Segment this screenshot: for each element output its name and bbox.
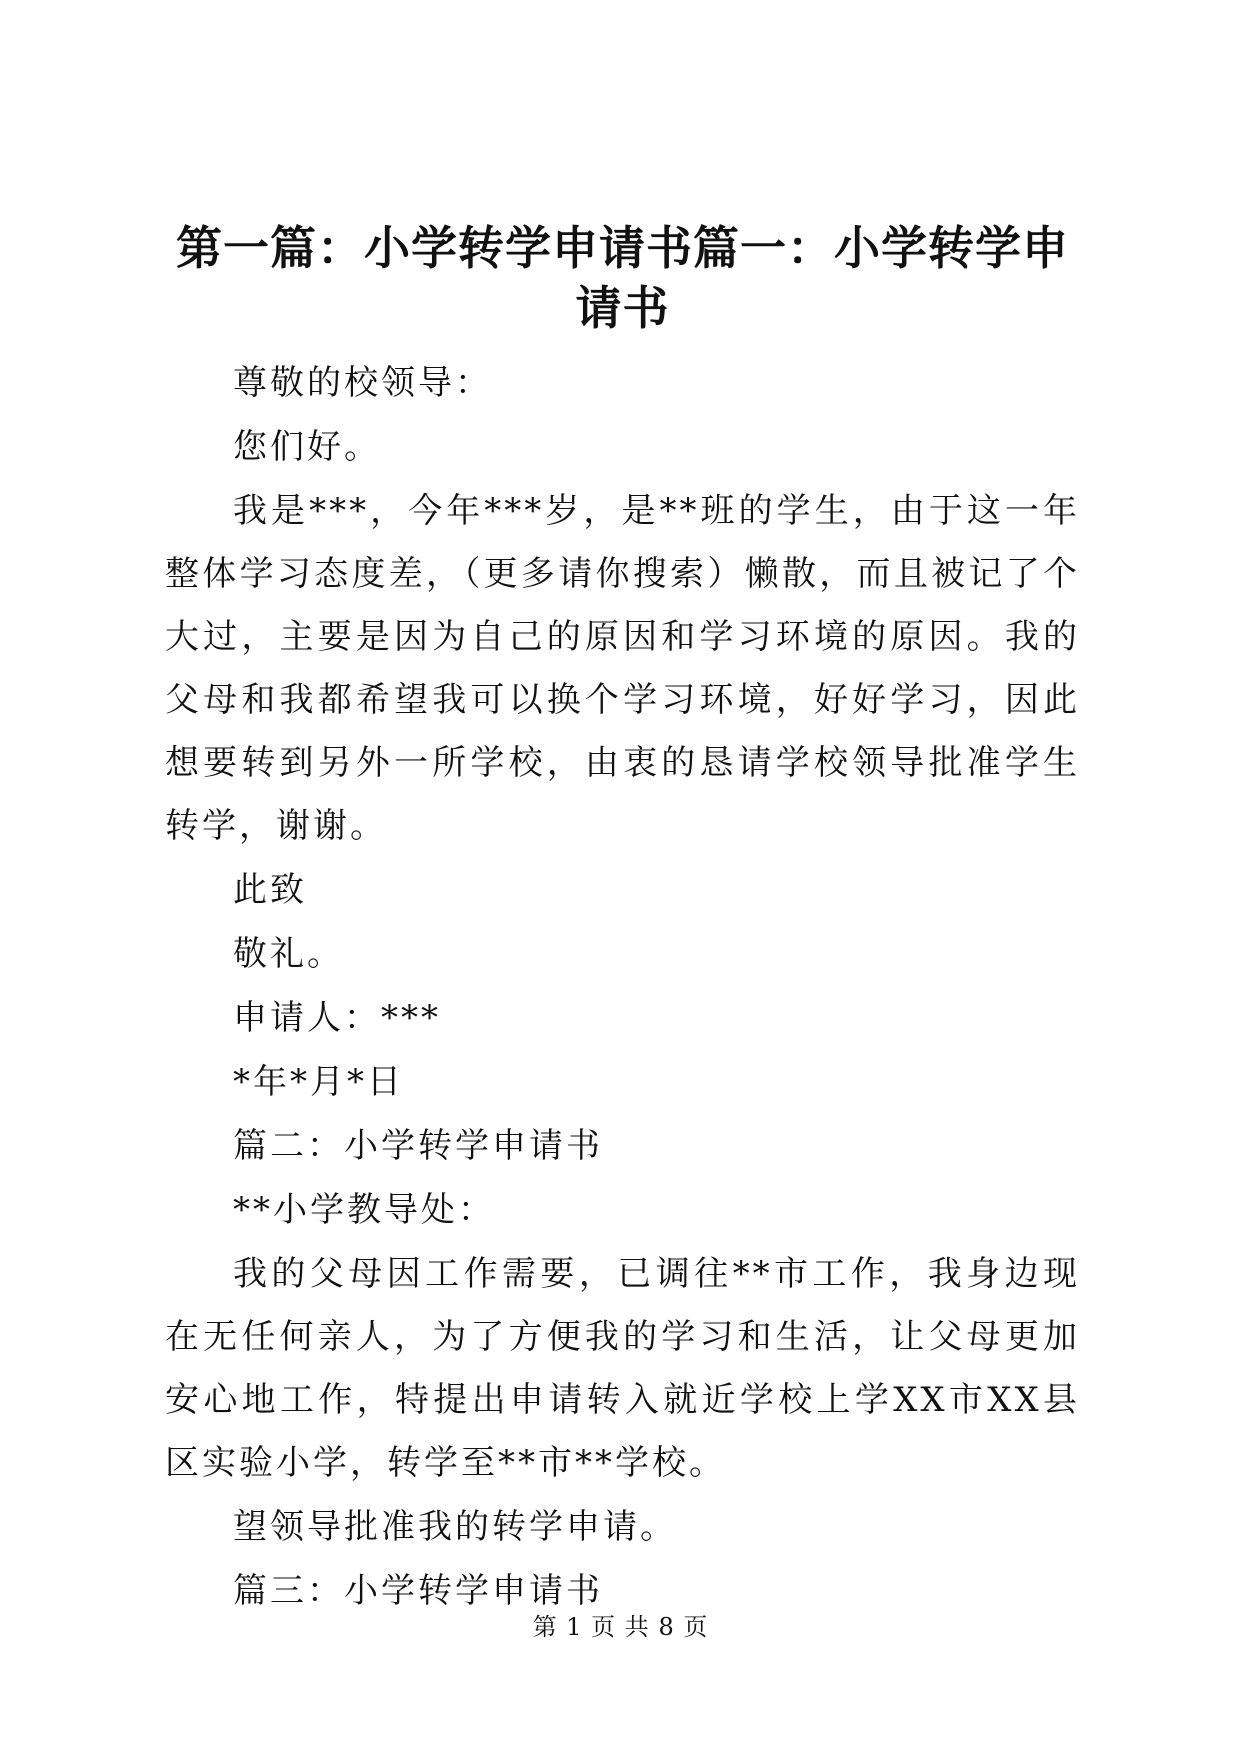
paragraph-request-reason: 我是***，今年***岁，是**班的学生，由于这一年整体学习态度差，（更多请你搜索）懒散，而且被记了个大过，主要是因为自己的原因和学习环境的原因。我的父母和我都希望我可以换个学习环境，好好学习，因此想要转到另外一所学校，由衷的恳请学校领导批准学生转学，谢谢。 (165, 491, 1080, 846)
paragraph-date: *年*月*日 (233, 1062, 404, 1102)
paragraph-transfer-reason: 我的父母因工作需要，已调往**市工作，我身边现在无任何亲人，为了方便我的学习和生活，让父母更加安心地工作，特提出申请转入就近学校上学XX市XX县区实验小学，转学至**市**学校。 (165, 1254, 1080, 1483)
paragraph-recipient: **小学教导处： (233, 1190, 495, 1230)
paragraph-greeting: 您们好。 (233, 427, 381, 467)
paragraph-regards: 敬礼。 (233, 934, 344, 974)
document-title: 第一篇：小学转学申请书篇一：小学转学申请书 (176, 221, 1069, 335)
section-heading-two: 篇二：小学转学申请书 (233, 1126, 603, 1166)
page-footer: 第 1 页 共 8 页 (532, 1613, 709, 1641)
paragraph-salutation: 尊敬的校领导： (233, 363, 492, 403)
paragraph-approval-request: 望领导批准我的转学申请。 (233, 1507, 677, 1547)
paragraph-closing: 此致 (233, 870, 307, 910)
paragraph-applicant: 申请人：*** (233, 998, 441, 1038)
section-heading-three: 篇三：小学转学申请书 (233, 1571, 603, 1611)
document-body (165, 352, 1080, 1624)
